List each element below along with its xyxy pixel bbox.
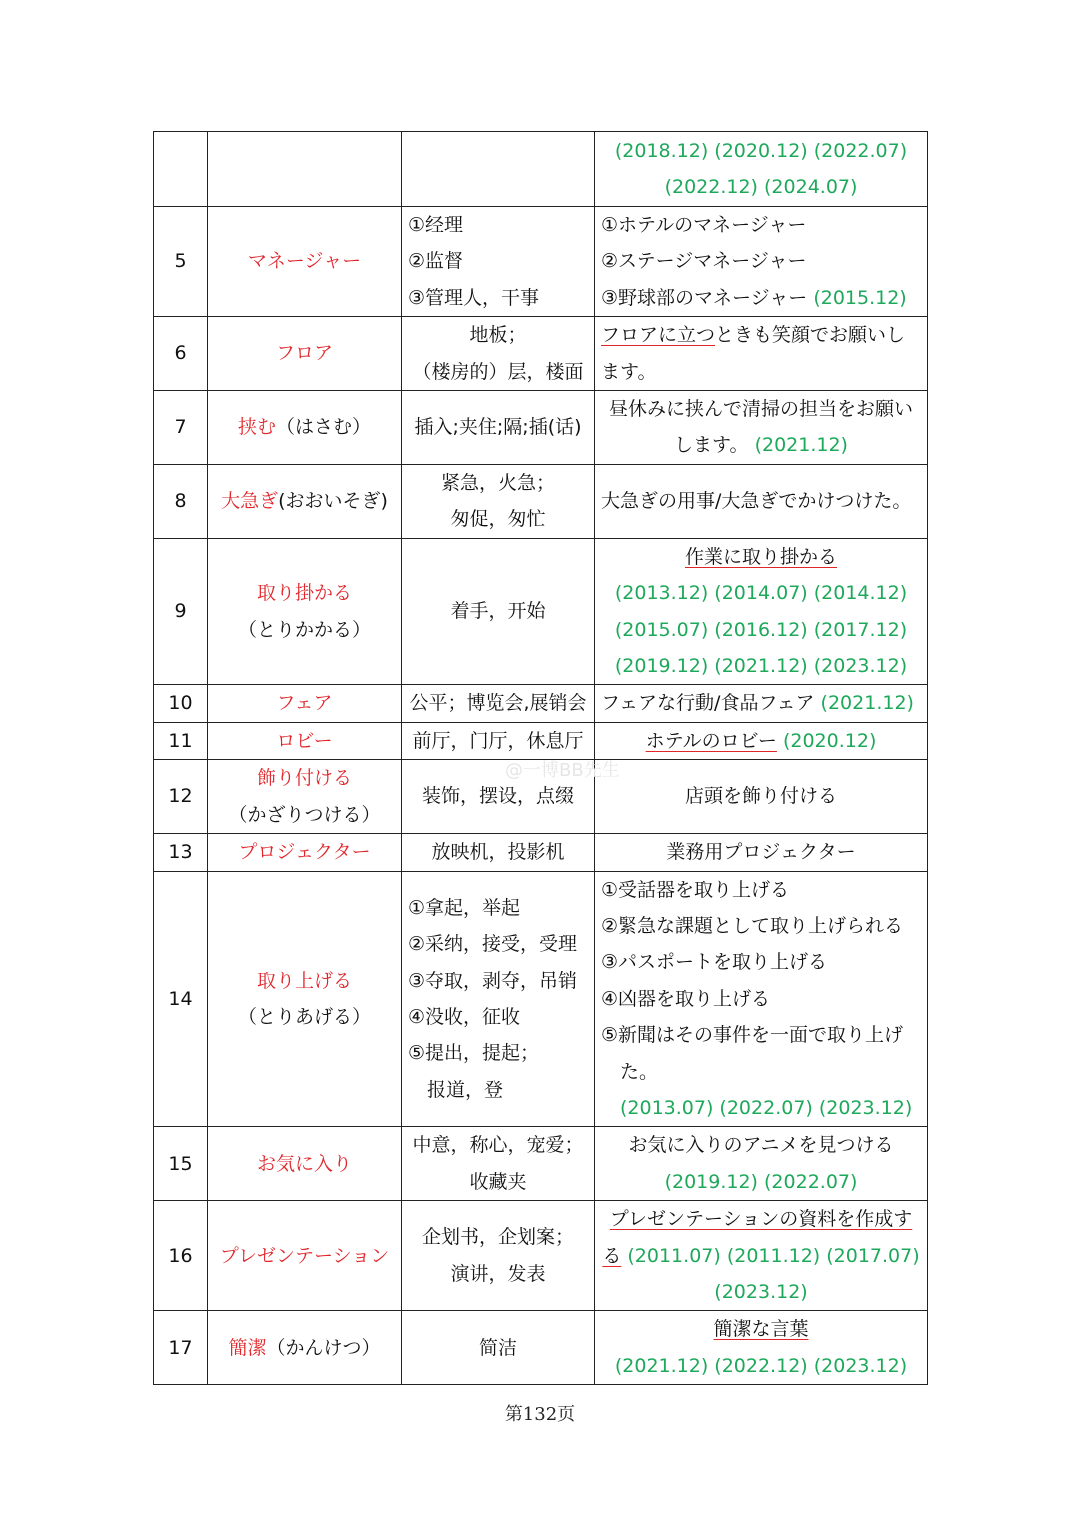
exam-year: (2019.12) (2022.07) xyxy=(664,1170,858,1193)
example-text: た。 xyxy=(601,1060,659,1083)
row-number: 16 xyxy=(154,1201,208,1311)
meaning-line: ②采纳，接受，受理 xyxy=(408,933,578,956)
vocab-meaning xyxy=(402,834,595,871)
example-text: ④凶器を取り上げる xyxy=(601,987,771,1010)
word-text: フェア xyxy=(276,692,333,715)
vocab-word xyxy=(208,132,402,207)
vocab-word xyxy=(208,871,402,1127)
word-reading: （とりかかる） xyxy=(237,618,371,641)
meaning-line: 企划书，企划案； xyxy=(421,1226,574,1249)
word-reading: （かんけつ） xyxy=(266,1336,381,1359)
example-text: ②緊急な課題として取り上げられる xyxy=(601,914,904,937)
meaning-line: 收藏夹 xyxy=(469,1170,527,1193)
vocab-meaning xyxy=(402,722,595,759)
vocab-example xyxy=(595,685,928,722)
meaning-line: 放映机，投影机 xyxy=(431,841,565,864)
vocab-example xyxy=(595,391,928,465)
example-line xyxy=(601,354,921,390)
example-text: ③野球部のマネージャー xyxy=(601,286,814,309)
example-line xyxy=(601,133,921,169)
example-line xyxy=(601,243,921,279)
vocab-word xyxy=(208,834,402,871)
vocab-example xyxy=(595,722,928,759)
meaning-line: 紧急，火急； xyxy=(440,471,555,494)
example-line xyxy=(601,280,921,316)
table-row xyxy=(154,317,928,391)
example-line xyxy=(601,1348,921,1384)
exam-year: (2018.12) (2020.12) (2022.07) xyxy=(614,139,908,162)
exam-year: (2021.12) xyxy=(820,692,914,715)
vocab-meaning xyxy=(402,538,595,685)
meaning-line: 插入;夹住;隔;插(话) xyxy=(414,416,582,439)
example-line xyxy=(601,207,921,243)
meaning-line: ③夺取，剥夺，吊销 xyxy=(408,969,578,992)
vocab-word xyxy=(208,685,402,722)
example-line xyxy=(601,1127,921,1163)
example-line xyxy=(601,1017,921,1053)
example-line xyxy=(601,1274,921,1310)
example-text: ③パスポートを取り上げる xyxy=(601,951,828,974)
example-text: フェアな行動/食品フェア xyxy=(601,692,821,715)
meaning-line: ①拿起，举起 xyxy=(408,896,521,919)
word-text: プレゼンテーション xyxy=(219,1244,390,1267)
exam-year: (2013.07) (2022.07) (2023.12) xyxy=(601,1096,913,1119)
example-text: フロアに立つ xyxy=(601,324,716,347)
row-number: 11 xyxy=(154,722,208,759)
example-text: 昼休みに挟んで清掃の担当をお願い xyxy=(608,398,913,421)
vocab-meaning xyxy=(402,207,595,317)
table-row xyxy=(154,722,928,759)
vocab-meaning xyxy=(402,464,595,538)
word-text: 挟む xyxy=(237,416,276,439)
word-reading: （かざりつける） xyxy=(228,803,381,826)
vocab-example xyxy=(595,1311,928,1385)
vocab-example xyxy=(595,834,928,871)
vocab-meaning xyxy=(402,1127,595,1201)
row-number: 9 xyxy=(154,538,208,685)
vocab-word xyxy=(208,207,402,317)
word-text: フロア xyxy=(275,342,333,365)
example-text: ホテルのロビー xyxy=(645,729,777,752)
example-text: 店頭を飾り付ける xyxy=(684,785,837,808)
example-text: ②ステージマネージャー xyxy=(601,250,807,273)
example-text: ⑤新聞はその事件を一面で取り上げ xyxy=(601,1024,904,1047)
meaning-line: 公平；博览会,展销会 xyxy=(409,692,587,715)
exam-year: (2021.12) xyxy=(754,434,848,457)
row-number: 7 xyxy=(154,391,208,465)
meaning-line: 中意，称心，宠爱； xyxy=(412,1134,584,1157)
row-number: 12 xyxy=(154,760,208,834)
vocab-word xyxy=(208,317,402,391)
exam-year: (2011.07) (2011.12) (2017.07) xyxy=(621,1244,920,1267)
example-text: します。 xyxy=(674,434,755,457)
vocab-word xyxy=(208,464,402,538)
example-text: お気に入りのアニメを見つける xyxy=(628,1134,894,1157)
vocab-example xyxy=(595,464,928,538)
word-text: プロジェクター xyxy=(238,841,371,864)
example-text: 簡潔な言葉 xyxy=(713,1318,809,1341)
example-line xyxy=(601,539,921,575)
example-text: ①ホテルのマネージャー xyxy=(601,214,807,236)
vocab-example xyxy=(595,760,928,834)
vocab-meaning xyxy=(402,1311,595,1385)
example-line xyxy=(601,427,921,463)
meaning-line: 前厅，门厅，休息厅 xyxy=(412,729,584,752)
example-line xyxy=(601,1311,921,1347)
watermark: @一博BB先生 xyxy=(505,760,620,781)
table-row xyxy=(154,685,928,722)
meaning-line: 着手，开始 xyxy=(450,600,546,623)
example-line xyxy=(601,391,921,427)
exam-year: (2021.12) (2022.12) (2023.12) xyxy=(614,1354,908,1377)
row-number xyxy=(154,132,208,207)
meaning-line: 地板； xyxy=(469,324,527,347)
vocab-word xyxy=(208,1127,402,1201)
example-line xyxy=(601,981,921,1017)
meaning-line: ②监督 xyxy=(408,250,464,273)
example-line xyxy=(601,612,921,648)
meaning-line: 报道，登 xyxy=(408,1078,504,1101)
vocab-word xyxy=(208,391,402,465)
example-text: ときも笑顔でお願いし xyxy=(715,324,906,347)
row-number: 17 xyxy=(154,1311,208,1385)
table-row xyxy=(154,538,928,685)
meaning-line: 装饰，摆设，点缀 xyxy=(421,785,574,808)
word-reading: (おおいそぎ) xyxy=(278,490,388,513)
word-text: 取り上げる xyxy=(256,969,352,992)
row-number: 6 xyxy=(154,317,208,391)
example-text: ①受話器を取り上げる xyxy=(601,878,790,901)
word-reading: （とりあげる） xyxy=(237,1005,371,1028)
vocab-example xyxy=(595,1201,928,1311)
table-row xyxy=(154,207,928,317)
row-number: 10 xyxy=(154,685,208,722)
example-line xyxy=(601,778,921,814)
vocab-meaning xyxy=(402,685,595,722)
word-text: ロビー xyxy=(276,729,333,752)
example-line xyxy=(601,1201,921,1237)
row-number: 14 xyxy=(154,871,208,1127)
exam-year: (2022.12) (2024.07) xyxy=(664,176,858,198)
example-line xyxy=(601,834,921,870)
example-line xyxy=(601,1164,921,1200)
page-number: 第132页 xyxy=(504,1404,576,1425)
table-row xyxy=(154,1201,928,1311)
example-text: る xyxy=(602,1244,622,1267)
vocab-example xyxy=(595,132,928,207)
example-line xyxy=(601,944,921,980)
example-line xyxy=(601,1238,921,1274)
table-row xyxy=(154,132,928,207)
example-text: 大急ぎの用事/大急ぎでかけつけた。 xyxy=(601,490,912,513)
table-row xyxy=(154,1311,928,1385)
exam-year: (2015.07) (2016.12) (2017.12) xyxy=(614,618,908,641)
table-row xyxy=(154,391,928,465)
word-text: 取り掛かる xyxy=(256,582,352,605)
example-line xyxy=(601,648,921,684)
vocab-example xyxy=(595,207,928,317)
meaning-line: 演讲，发表 xyxy=(450,1262,546,1285)
table-row xyxy=(154,834,928,871)
row-number: 15 xyxy=(154,1127,208,1201)
vocab-word xyxy=(208,722,402,759)
meaning-line: ④没收，征收 xyxy=(408,1005,521,1028)
example-text: 作業に取り掛かる xyxy=(684,545,837,568)
example-text: ます。 xyxy=(601,360,657,383)
meaning-line: 匆促，匆忙 xyxy=(450,508,546,531)
vocab-meaning xyxy=(402,391,595,465)
vocab-example xyxy=(595,1127,928,1201)
vocab-meaning xyxy=(402,317,595,391)
exam-year: (2013.12) (2014.07) (2014.12) xyxy=(614,582,908,605)
exam-year: (2023.12) xyxy=(714,1280,808,1303)
exam-year: (2020.12) xyxy=(776,729,877,752)
meaning-line: （楼房的）层，楼面 xyxy=(412,360,584,383)
vocab-example xyxy=(595,538,928,685)
meaning-line: ⑤提出，提起； xyxy=(408,1042,540,1065)
word-text: 大急ぎ xyxy=(221,490,279,513)
word-reading: （はさむ） xyxy=(276,416,372,439)
vocab-meaning xyxy=(402,1201,595,1311)
example-line xyxy=(601,169,921,205)
example-line xyxy=(601,872,921,908)
vocab-example xyxy=(595,317,928,391)
vocab-word xyxy=(208,760,402,834)
example-line xyxy=(601,483,921,519)
vocab-word xyxy=(208,538,402,685)
meaning-line: 简洁 xyxy=(478,1336,517,1359)
example-line xyxy=(601,685,921,721)
exam-year: (2015.12) xyxy=(813,286,907,309)
vocab-word xyxy=(208,1201,402,1311)
vocab-meaning xyxy=(402,871,595,1127)
word-text: マネージャー xyxy=(247,250,362,273)
word-text: 簡潔 xyxy=(228,1336,267,1359)
example-text: 業務用プロジェクター xyxy=(666,841,856,864)
example-line xyxy=(601,723,921,759)
exam-year: (2019.12) (2021.12) (2023.12) xyxy=(614,655,908,678)
row-number: 13 xyxy=(154,834,208,871)
example-text: プレゼンテーションの資料を作成す xyxy=(609,1208,913,1231)
row-number: 8 xyxy=(154,464,208,538)
word-text: 飾り付ける xyxy=(256,767,352,790)
example-line xyxy=(601,908,921,944)
vocab-meaning xyxy=(402,132,595,207)
row-number: 5 xyxy=(154,207,208,317)
word-text: お気に入り xyxy=(256,1152,352,1175)
vocab-word xyxy=(208,1311,402,1385)
example-line xyxy=(601,317,921,353)
vocab-example xyxy=(595,871,928,1127)
example-line xyxy=(601,1090,921,1126)
meaning-line: ①经理 xyxy=(408,214,464,236)
example-line xyxy=(601,575,921,611)
meaning-line: ③管理人，干事 xyxy=(408,286,540,309)
table-row xyxy=(154,871,928,1127)
table-row xyxy=(154,1127,928,1201)
example-line xyxy=(601,1054,921,1090)
table-row xyxy=(154,464,928,538)
